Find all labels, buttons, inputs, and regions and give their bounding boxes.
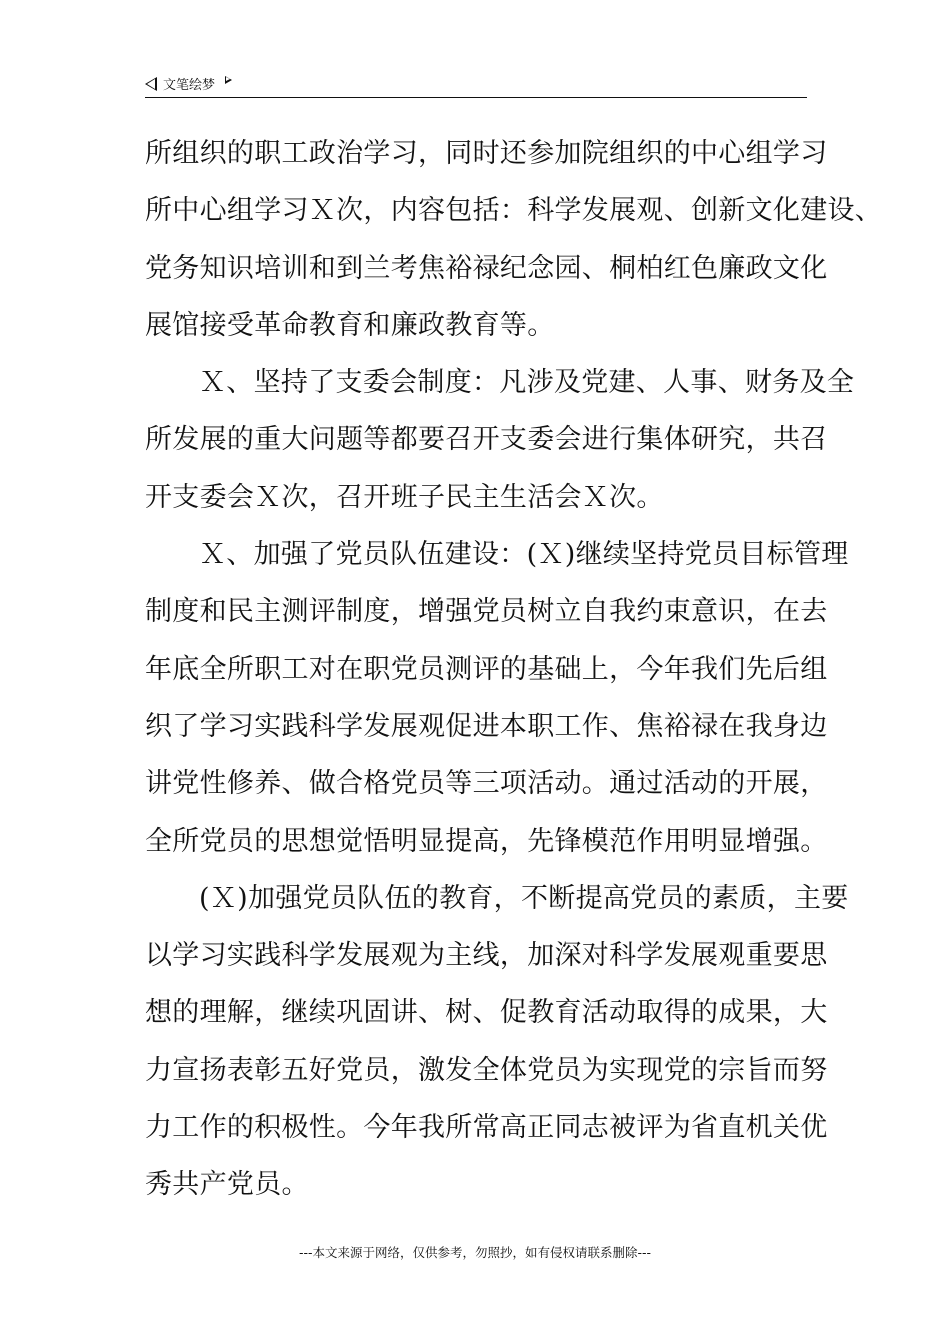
text-line: 秀共产党员。 xyxy=(145,1169,309,1201)
document-body xyxy=(145,125,883,1214)
text-line: 全所党员的思想觉悟明显提高，先锋模范作用明显增强。 xyxy=(145,825,828,857)
header-brand-text: 文笔绘梦 xyxy=(163,78,216,93)
text-line: (Ｘ)加强党员队伍的教育，不断提高党员的素质，主要 xyxy=(199,882,849,914)
text-line: 织了学习实践科学发展观促进本职工作、焦裕禄在我身边 xyxy=(145,710,828,742)
header-brand xyxy=(145,74,232,93)
text-line: 党务知识培训和到兰考焦裕禄纪念园、桐柏红色廉政文化 xyxy=(145,252,828,284)
triangle-right-icon xyxy=(225,76,232,84)
text-line: Ｘ、加强了党员队伍建设：(Ｘ)继续坚持党员目标管理 xyxy=(199,539,849,571)
text-line: 所组织的职工政治学习，同时还参加院组织的中心组学习 xyxy=(145,138,828,169)
text-line: 以学习实践科学发展观为主线，加深对科学发展观重要思 xyxy=(145,940,828,972)
page-footer: ---本文来源于网络，仅供参考，勿照抄，如有侵权请联系删除--- xyxy=(298,1245,652,1260)
text-line: 力宣扬表彰五好党员，激发全体党员为实现党的宗旨而努 xyxy=(145,1054,828,1086)
text-line: 讲党性修养、做合格党员等三项活动。通过活动的开展， xyxy=(145,768,828,800)
text-line: 所中心组学习Ｘ次，内容包括：科学发展观、创新文化建设、 xyxy=(145,195,883,227)
text-line: 力工作的积极性。今年我所常高正同志被评为省直机关优 xyxy=(145,1112,828,1144)
text-line: 想的理解，继续巩固讲、树、促教育活动取得的成果，大 xyxy=(145,997,828,1029)
page-header xyxy=(145,74,807,98)
header-divider xyxy=(145,97,807,98)
text-line: 开支委会Ｘ次，召开班子民主生活会Ｘ次。 xyxy=(145,481,664,513)
text-line: 年底全所职工对在职党员测评的基础上，今年我们先后组 xyxy=(145,653,828,685)
text-line: 制度和民主测评制度，增强党员树立自我约束意识，在去 xyxy=(145,596,828,628)
text-line: Ｘ、坚持了支委会制度：凡涉及党建、人事、财务及全 xyxy=(199,367,855,399)
text-line: 所发展的重大问题等都要召开支委会进行集体研究，共召 xyxy=(145,424,828,456)
text-line: 展馆接受革命教育和廉政教育等。 xyxy=(145,309,555,341)
triangle-left-icon xyxy=(145,77,157,91)
